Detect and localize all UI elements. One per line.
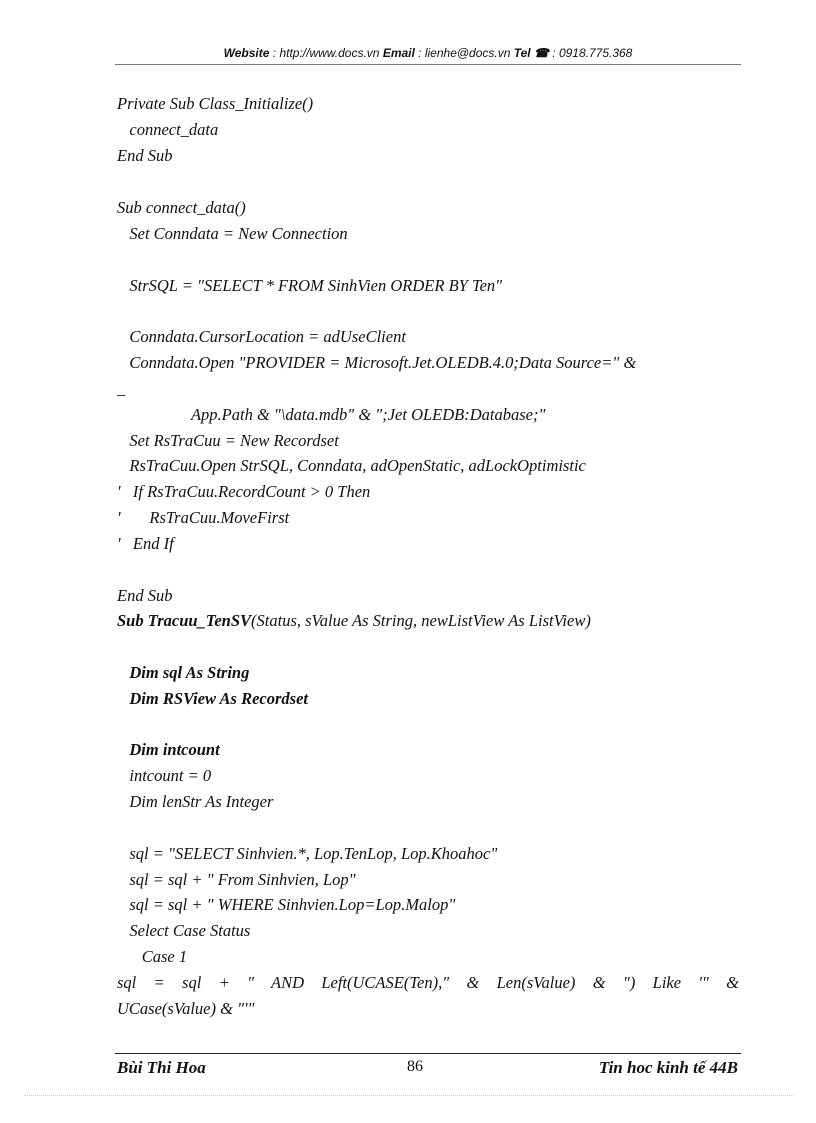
footer-rule bbox=[115, 1053, 741, 1054]
email-label: Email bbox=[382, 46, 415, 60]
website-value: : http://www.docs.vn bbox=[269, 46, 383, 60]
code-line: Dim lenStr As Integer bbox=[117, 792, 274, 811]
code-line: Private Sub Class_Initialize() bbox=[117, 94, 314, 113]
code-line: App.Path & "\data.mdb" & ";Jet OLEDB:Database;" bbox=[117, 405, 546, 424]
code-line: RsTraCuu.Open StrSQL, Conndata, adOpenStatic, adLockOptimistic bbox=[117, 456, 586, 475]
code-line: Dim sql As String bbox=[117, 663, 250, 682]
code-line: Sub connect_data() bbox=[117, 198, 246, 217]
header-rule bbox=[115, 64, 741, 65]
sub-params: (Status, sValue As String, newListView As ListView) bbox=[251, 611, 591, 630]
code-line: ' RsTraCuu.MoveFirst bbox=[117, 508, 290, 527]
page-edge-dots bbox=[24, 1095, 794, 1096]
code-line: End Sub bbox=[117, 146, 173, 165]
code-line: sql = "SELECT Sinhvien.*, Lop.TenLop, Lop.Khoahoc" bbox=[117, 844, 498, 863]
code-line: StrSQL = "SELECT * FROM SinhVien ORDER BY Ten" bbox=[117, 276, 503, 295]
code-line: connect_data bbox=[117, 120, 219, 139]
code-line: _ bbox=[117, 379, 126, 398]
code-line: ' End If bbox=[117, 534, 174, 553]
page-header bbox=[115, 46, 741, 60]
code-line: Dim RSView As Recordset bbox=[117, 689, 308, 708]
code-line: Conndata.CursorLocation = adUseClient bbox=[117, 327, 406, 346]
website-label: Website bbox=[223, 46, 270, 60]
page-number: 86 bbox=[407, 1058, 423, 1075]
code-line: Conndata.Open "PROVIDER = Microsoft.Jet.OLEDB.4.0;Data Source=" & bbox=[117, 353, 637, 372]
code-line: ' If RsTraCuu.RecordCount > 0 Then bbox=[117, 482, 371, 501]
code-line: sql = sql + " WHERE Sinhvien.Lop=Lop.Malop" bbox=[117, 895, 456, 914]
code-line: intcount = 0 bbox=[117, 766, 212, 785]
tel-label: Tel ☎ bbox=[513, 46, 549, 60]
code-line: Case 1 bbox=[117, 947, 188, 966]
footer-course: Tin hoc kinh tế 44B bbox=[598, 1058, 738, 1077]
code-line: End Sub bbox=[117, 586, 173, 605]
code-line: Set RsTraCuu = New Recordset bbox=[117, 431, 339, 450]
sub-signature bbox=[117, 611, 591, 631]
code-line: UCase(sValue) & "'" bbox=[117, 999, 255, 1018]
code-line: Set Conndata = New Connection bbox=[117, 224, 348, 243]
code-line: sql = sql + " AND Left(UCASE(Ten)," & Len(sValue) & ") Like '" & bbox=[117, 973, 739, 992]
sub-name: Sub Tracuu_TenSV bbox=[117, 611, 252, 630]
tel-value: : 0918.775.368 bbox=[548, 46, 633, 60]
code-line: Dim intcount bbox=[117, 740, 220, 759]
email-value: : lienhe@docs.vn bbox=[414, 46, 514, 60]
code-line: Select Case Status bbox=[117, 921, 251, 940]
code-line: sql = sql + " From Sinhvien, Lop" bbox=[117, 870, 356, 889]
footer-author: Bùi Thi Hoa bbox=[117, 1058, 206, 1077]
